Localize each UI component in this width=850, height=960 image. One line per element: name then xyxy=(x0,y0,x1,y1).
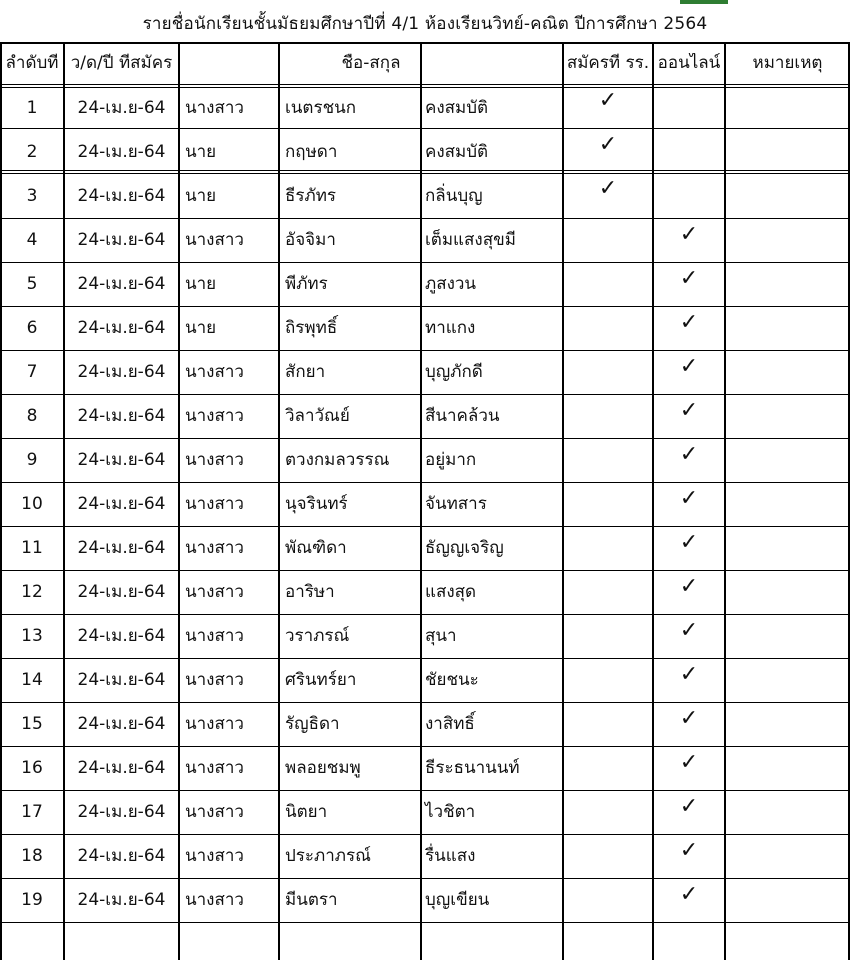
cell-last: อยู่มาก xyxy=(425,450,477,470)
cell-first: ธีรภัทร xyxy=(285,186,337,206)
cell-date: 24-เม.ย-64 xyxy=(77,186,166,206)
cell-first: อาริษา xyxy=(285,582,335,602)
grid-hline xyxy=(0,658,850,659)
grid-hline xyxy=(0,702,850,703)
cell-no: 14 xyxy=(21,670,43,690)
cell-first: ถิรพุทธิ์ xyxy=(285,318,338,338)
check-online: ✓ xyxy=(679,838,699,863)
cell-last: สุนา xyxy=(425,626,457,646)
cell-date: 24-เม.ย-64 xyxy=(77,98,166,118)
cell-date: 24-เม.ย-64 xyxy=(77,362,166,382)
cell-prefix: นาย xyxy=(185,318,217,338)
cell-first: มีนตรา xyxy=(285,890,338,910)
grid-vline xyxy=(0,42,2,960)
cell-first: ตวงกมลวรรณ xyxy=(285,450,390,470)
header-online: ออนไลน์ xyxy=(657,53,721,73)
grid-hline xyxy=(0,84,850,88)
cell-date: 24-เม.ย-64 xyxy=(77,846,166,866)
cell-prefix: นางสาว xyxy=(185,582,244,602)
cell-prefix: นางสาว xyxy=(185,230,244,250)
cell-first: นิตยา xyxy=(285,802,328,822)
check-online: ✓ xyxy=(679,354,699,379)
cell-prefix: นางสาว xyxy=(185,714,244,734)
cell-last: ไวชิตา xyxy=(425,802,476,822)
cell-date: 24-เม.ย-64 xyxy=(77,670,166,690)
grid-hline xyxy=(0,350,850,351)
cell-no: 12 xyxy=(21,582,43,602)
cell-prefix: นางสาว xyxy=(185,626,244,646)
cell-date: 24-เม.ย-64 xyxy=(77,714,166,734)
cell-no: 4 xyxy=(26,230,38,250)
grid-hline xyxy=(0,306,850,307)
cell-last: ชัยชนะ xyxy=(425,670,479,690)
cell-date: 24-เม.ย-64 xyxy=(77,538,166,558)
cell-date: 24-เม.ย-64 xyxy=(77,230,166,250)
cell-last: บุญภักดี xyxy=(425,362,483,382)
cell-prefix: นางสาว xyxy=(185,538,244,558)
cell-first: นุจรินทร์ xyxy=(285,494,348,514)
grid-hline xyxy=(0,482,850,483)
header-no: ลำดับที่ xyxy=(5,53,59,73)
cell-no: 2 xyxy=(26,142,38,162)
check-online: ✓ xyxy=(679,310,699,335)
grid-hline xyxy=(0,878,850,879)
cell-first: ประภาภรณ์ xyxy=(285,846,371,866)
cell-date: 24-เม.ย-64 xyxy=(77,142,166,162)
cell-last: คงสมบัติ xyxy=(425,98,489,118)
check-school: ✓ xyxy=(598,132,618,157)
cell-no: 11 xyxy=(21,538,43,558)
cell-last: ภูสงวน xyxy=(425,274,477,294)
grid-hline xyxy=(0,614,850,615)
cell-prefix: นางสาว xyxy=(185,406,244,426)
cell-no: 1 xyxy=(26,98,38,118)
cell-last: แสงสุด xyxy=(425,582,477,602)
check-online: ✓ xyxy=(679,530,699,555)
cell-last: สีนาคล้วน xyxy=(425,406,500,426)
cell-last: กลิ่นบุญ xyxy=(425,186,483,206)
cell-last: บุญเขียน xyxy=(425,890,490,910)
cell-no: 5 xyxy=(26,274,38,294)
cell-first: พลอยชมพู xyxy=(285,758,361,778)
cell-prefix: นางสาว xyxy=(185,450,244,470)
cell-first: ศรินทร์ยา xyxy=(285,670,357,690)
cell-last: งาสิทธิ์ xyxy=(425,714,475,734)
check-school: ✓ xyxy=(598,176,618,201)
grid-hline xyxy=(0,128,850,129)
cell-no: 15 xyxy=(21,714,43,734)
grid-hline xyxy=(0,834,850,835)
check-online: ✓ xyxy=(679,882,699,907)
grid-hline xyxy=(0,526,850,527)
grid-hline xyxy=(0,438,850,439)
grid-hline xyxy=(0,746,850,747)
check-online: ✓ xyxy=(679,618,699,643)
header-note: หมายเหตุ xyxy=(752,53,823,73)
cell-no: 6 xyxy=(26,318,38,338)
cell-last: ธัญญเจริญ xyxy=(425,538,504,558)
check-online: ✓ xyxy=(679,486,699,511)
cell-no: 9 xyxy=(26,450,38,470)
cell-first: วิลาวัณย์ xyxy=(285,406,350,426)
check-online: ✓ xyxy=(679,706,699,731)
check-online: ✓ xyxy=(679,574,699,599)
grid-vline xyxy=(178,42,180,960)
check-online: ✓ xyxy=(679,398,699,423)
cell-date: 24-เม.ย-64 xyxy=(77,450,166,470)
cell-first: วราภรณ์ xyxy=(285,626,350,646)
grid-vline xyxy=(63,42,65,960)
cell-prefix: นางสาว xyxy=(185,890,244,910)
cell-prefix: นางสาว xyxy=(185,802,244,822)
check-online: ✓ xyxy=(679,750,699,775)
grid-hline xyxy=(0,42,850,44)
cell-last: ธีระธนานนท์ xyxy=(425,758,520,778)
cell-first: อัจจิมา xyxy=(285,230,336,250)
cell-date: 24-เม.ย-64 xyxy=(77,494,166,514)
cell-prefix: นางสาว xyxy=(185,362,244,382)
cell-first: รัญธิดา xyxy=(285,714,340,734)
cell-no: 17 xyxy=(21,802,43,822)
header-date: ว/ด/ปี ที่สมัคร xyxy=(70,53,173,73)
grid-hline xyxy=(0,394,850,395)
grid-hline xyxy=(0,218,850,219)
cell-prefix: นาย xyxy=(185,186,217,206)
header-name: ชื่อ-สกุล xyxy=(341,53,401,73)
cell-no: 8 xyxy=(26,406,38,426)
cell-date: 24-เม.ย-64 xyxy=(77,802,166,822)
grid-vline xyxy=(278,42,280,960)
cell-first: กฤษดา xyxy=(285,142,338,162)
check-online: ✓ xyxy=(679,442,699,467)
cell-date: 24-เม.ย-64 xyxy=(77,758,166,778)
cell-no: 3 xyxy=(26,186,38,206)
check-school: ✓ xyxy=(598,88,618,113)
grid-vline xyxy=(562,42,564,960)
check-online: ✓ xyxy=(679,222,699,247)
cell-date: 24-เม.ย-64 xyxy=(77,406,166,426)
cell-prefix: นาย xyxy=(185,274,217,294)
cell-prefix: นางสาว xyxy=(185,670,244,690)
cell-prefix: นางสาว xyxy=(185,758,244,778)
cell-no: 10 xyxy=(21,494,43,514)
check-online: ✓ xyxy=(679,794,699,819)
cell-prefix: นางสาว xyxy=(185,98,244,118)
header-school: สมัครที่ รร. xyxy=(566,53,650,73)
grid-vline xyxy=(652,42,654,960)
grid-vline xyxy=(420,42,422,960)
cell-date: 24-เม.ย-64 xyxy=(77,890,166,910)
cell-prefix: นางสาว xyxy=(185,846,244,866)
cell-first: สักยา xyxy=(285,362,326,382)
cell-date: 24-เม.ย-64 xyxy=(77,318,166,338)
check-online: ✓ xyxy=(679,266,699,291)
cell-no: 13 xyxy=(21,626,43,646)
cell-first: พัณฑิดา xyxy=(285,538,347,558)
grid-hline xyxy=(0,790,850,791)
grid-hline xyxy=(0,262,850,263)
grid-hline xyxy=(0,570,850,571)
registration-table xyxy=(0,42,850,960)
cell-last: ทาแกง xyxy=(425,318,476,338)
cell-no: 16 xyxy=(21,758,43,778)
cell-last: จันทสาร xyxy=(425,494,487,514)
cell-last: รื่นแสง xyxy=(425,846,476,866)
check-online: ✓ xyxy=(679,662,699,687)
cell-prefix: นาย xyxy=(185,142,217,162)
cell-no: 19 xyxy=(21,890,43,910)
cell-no: 18 xyxy=(21,846,43,866)
cell-prefix: นางสาว xyxy=(185,494,244,514)
cell-date: 24-เม.ย-64 xyxy=(77,582,166,602)
cell-no: 7 xyxy=(26,362,38,382)
cell-last: เต็มแสงสุขมี xyxy=(425,230,516,250)
cell-date: 24-เม.ย-64 xyxy=(77,274,166,294)
cell-date: 24-เม.ย-64 xyxy=(77,626,166,646)
sheet-tab-accent xyxy=(680,0,728,4)
grid-vline xyxy=(724,42,726,960)
cell-first: เนตรชนก xyxy=(285,98,357,118)
grid-hline xyxy=(0,922,850,923)
cell-last: คงสมบัติ xyxy=(425,142,489,162)
grid-hline xyxy=(0,170,850,174)
page-title: รายชื่อนักเรียนชั้นมัธยมศึกษาปีที่ 4/1 ห้องเรียนวิทย์-คณิต ปีการศึกษา 2564 xyxy=(142,14,708,34)
cell-first: พีภัทร xyxy=(285,274,328,294)
